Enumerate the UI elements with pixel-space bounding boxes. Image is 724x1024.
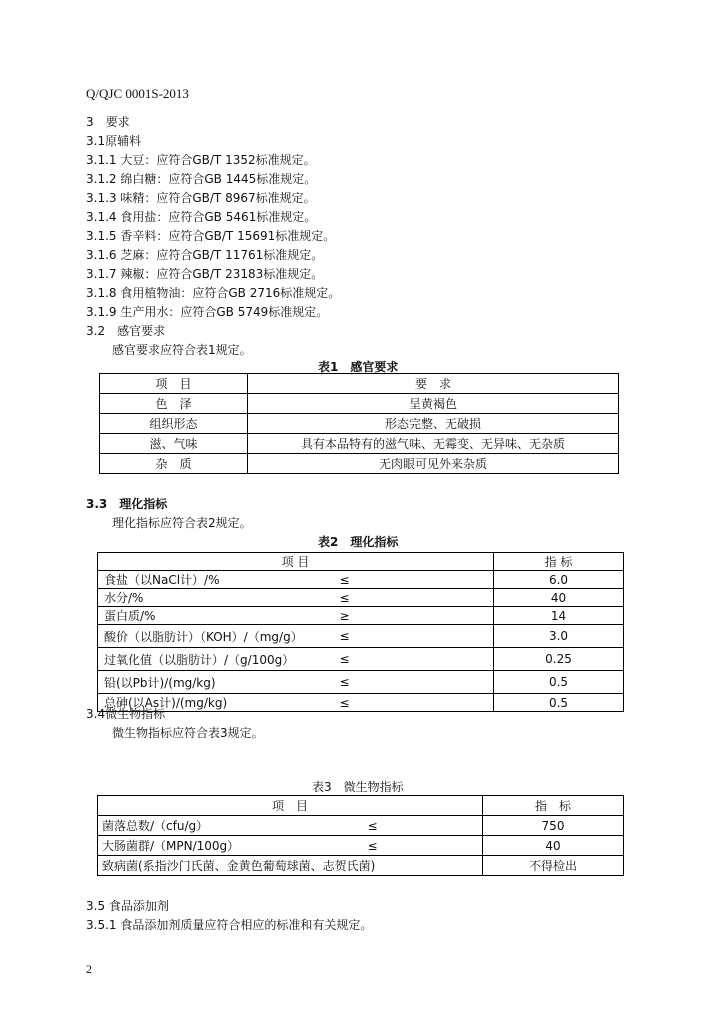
table-cell: 大肠菌群/（MPN/100g） [98,836,328,856]
section-3-1-heading: 3.1原辅料 [86,134,142,148]
table-header-cell: 项 目 [100,374,248,394]
table-cell: 40 [483,836,624,856]
table-cell: 食盐（以NaCl计）/% [98,571,304,589]
table-cell: 水分/% [98,589,304,607]
table-cell: 14 [494,607,624,625]
table-row [100,434,619,454]
table-cell: 具有本品特有的滋气味、无霉变、无异味、无杂质 [248,434,619,454]
table-row [98,796,624,816]
raw-material-item: 3.1.2 绵白糖：应符合GB 1445标准规定。 [86,172,317,186]
table-cell: ≤ [304,671,494,694]
table-header-cell: 指 标 [494,553,624,571]
table-row [98,856,624,876]
table-row [98,648,624,671]
table-cell: ≤ [328,816,483,836]
table-header-cell: 指 标 [483,796,624,816]
table-cell: ≤ [304,571,494,589]
table-header-cell: 要 求 [248,374,619,394]
physicochemical-table [97,552,624,712]
table-row [98,694,624,712]
table-cell: 总砷(以As计)/(mg/kg) [98,694,304,712]
table-cell: 致病菌(系指沙门氏菌、金黄色葡萄球菌、志贺氏菌) [98,856,483,876]
section-3-5-heading: 3.5 食品添加剂 [86,899,169,913]
raw-material-item: 3.1.7 辣椒：应符合GB/T 23183标准规定。 [86,267,324,281]
table-cell: 菌落总数/（cfu/g） [98,816,328,836]
raw-material-item: 3.1.8 食用植物油：应符合GB 2716标准规定。 [86,286,341,300]
table-row [98,836,624,856]
table-cell: 杂 质 [100,454,248,474]
section-3-2-text: 感官要求应符合表1规定。 [112,343,252,357]
document-header: Q/QJC 0001S-2013 [86,86,189,101]
table-cell: 不得检出 [483,856,624,876]
table-row [98,571,624,589]
table-cell: 过氧化值（以脂肪计）/（g/100g） [98,648,304,671]
table-cell: 0.5 [494,671,624,694]
table-row [98,607,624,625]
table-cell: 750 [483,816,624,836]
section-3-2-heading: 3.2 感官要求 [86,324,166,338]
table-cell: 形态完整、无破损 [248,414,619,434]
table-row [100,394,619,414]
raw-material-item: 3.1.6 芝麻：应符合GB/T 11761标准规定。 [86,248,324,262]
table3-caption: 表3 微生物指标 [312,780,404,794]
table1-caption: 表1 感官要求 [318,360,399,374]
table-cell: 铅(以Pb计)/(mg/kg) [98,671,304,694]
table-cell: 酸价（以脂肪计）（KOH）/（mg/g） [98,625,304,648]
table-cell: 40 [494,589,624,607]
table-row [100,454,619,474]
table-row [98,816,624,836]
table-cell: ≤ [304,648,494,671]
table-cell: 滋、气味 [100,434,248,454]
sensory-table [99,373,619,474]
table-cell: 6.0 [494,571,624,589]
table-row [100,414,619,434]
table-cell: 无肉眼可见外来杂质 [248,454,619,474]
section-3-3-text: 理化指标应符合表2规定。 [112,516,252,530]
raw-material-item: 3.1.1 大豆：应符合GB/T 1352标准规定。 [86,153,316,167]
table-cell: 组织形态 [100,414,248,434]
section-3-heading: 3 要求 [86,115,130,129]
table-cell: 0.5 [494,694,624,712]
table-cell: 3.0 [494,625,624,648]
table-cell: ≤ [304,625,494,648]
table-header-cell: 项 目 [98,553,494,571]
table-row [98,553,624,571]
table-cell: ≤ [304,694,494,712]
table-row [100,374,619,394]
table-header-cell: 项 目 [98,796,483,816]
raw-material-item: 3.1.5 香辛料：应符合GB/T 15691标准规定。 [86,229,336,243]
table-cell: 0.25 [494,648,624,671]
section-3-4-heading: 3.4微生物指标 [86,707,166,721]
microbial-table [97,795,624,876]
section-3-5-1-text: 3.5.1 食品添加剂质量应符合相应的标准和有关规定。 [86,918,373,932]
raw-material-item: 3.1.4 食用盐：应符合GB 5461标准规定。 [86,210,317,224]
table-row [98,589,624,607]
table-cell: 呈黄褐色 [248,394,619,414]
section-3-4-text: 微生物指标应符合表3规定。 [112,726,264,740]
raw-material-item: 3.1.9 生产用水：应符合GB 5749标准规定。 [86,305,329,319]
table-cell: ≤ [304,589,494,607]
table-row [98,671,624,694]
table-cell: ≥ [304,607,494,625]
table-cell: ≤ [328,836,483,856]
page-number: 2 [86,962,92,976]
table-cell: 蛋白质/% [98,607,304,625]
table2-caption: 表2 理化指标 [318,535,399,549]
section-3-3-heading: 3.3 理化指标 [86,497,168,511]
table-row [98,625,624,648]
table-cell: 色 泽 [100,394,248,414]
raw-material-item: 3.1.3 味精：应符合GB/T 8967标准规定。 [86,191,316,205]
